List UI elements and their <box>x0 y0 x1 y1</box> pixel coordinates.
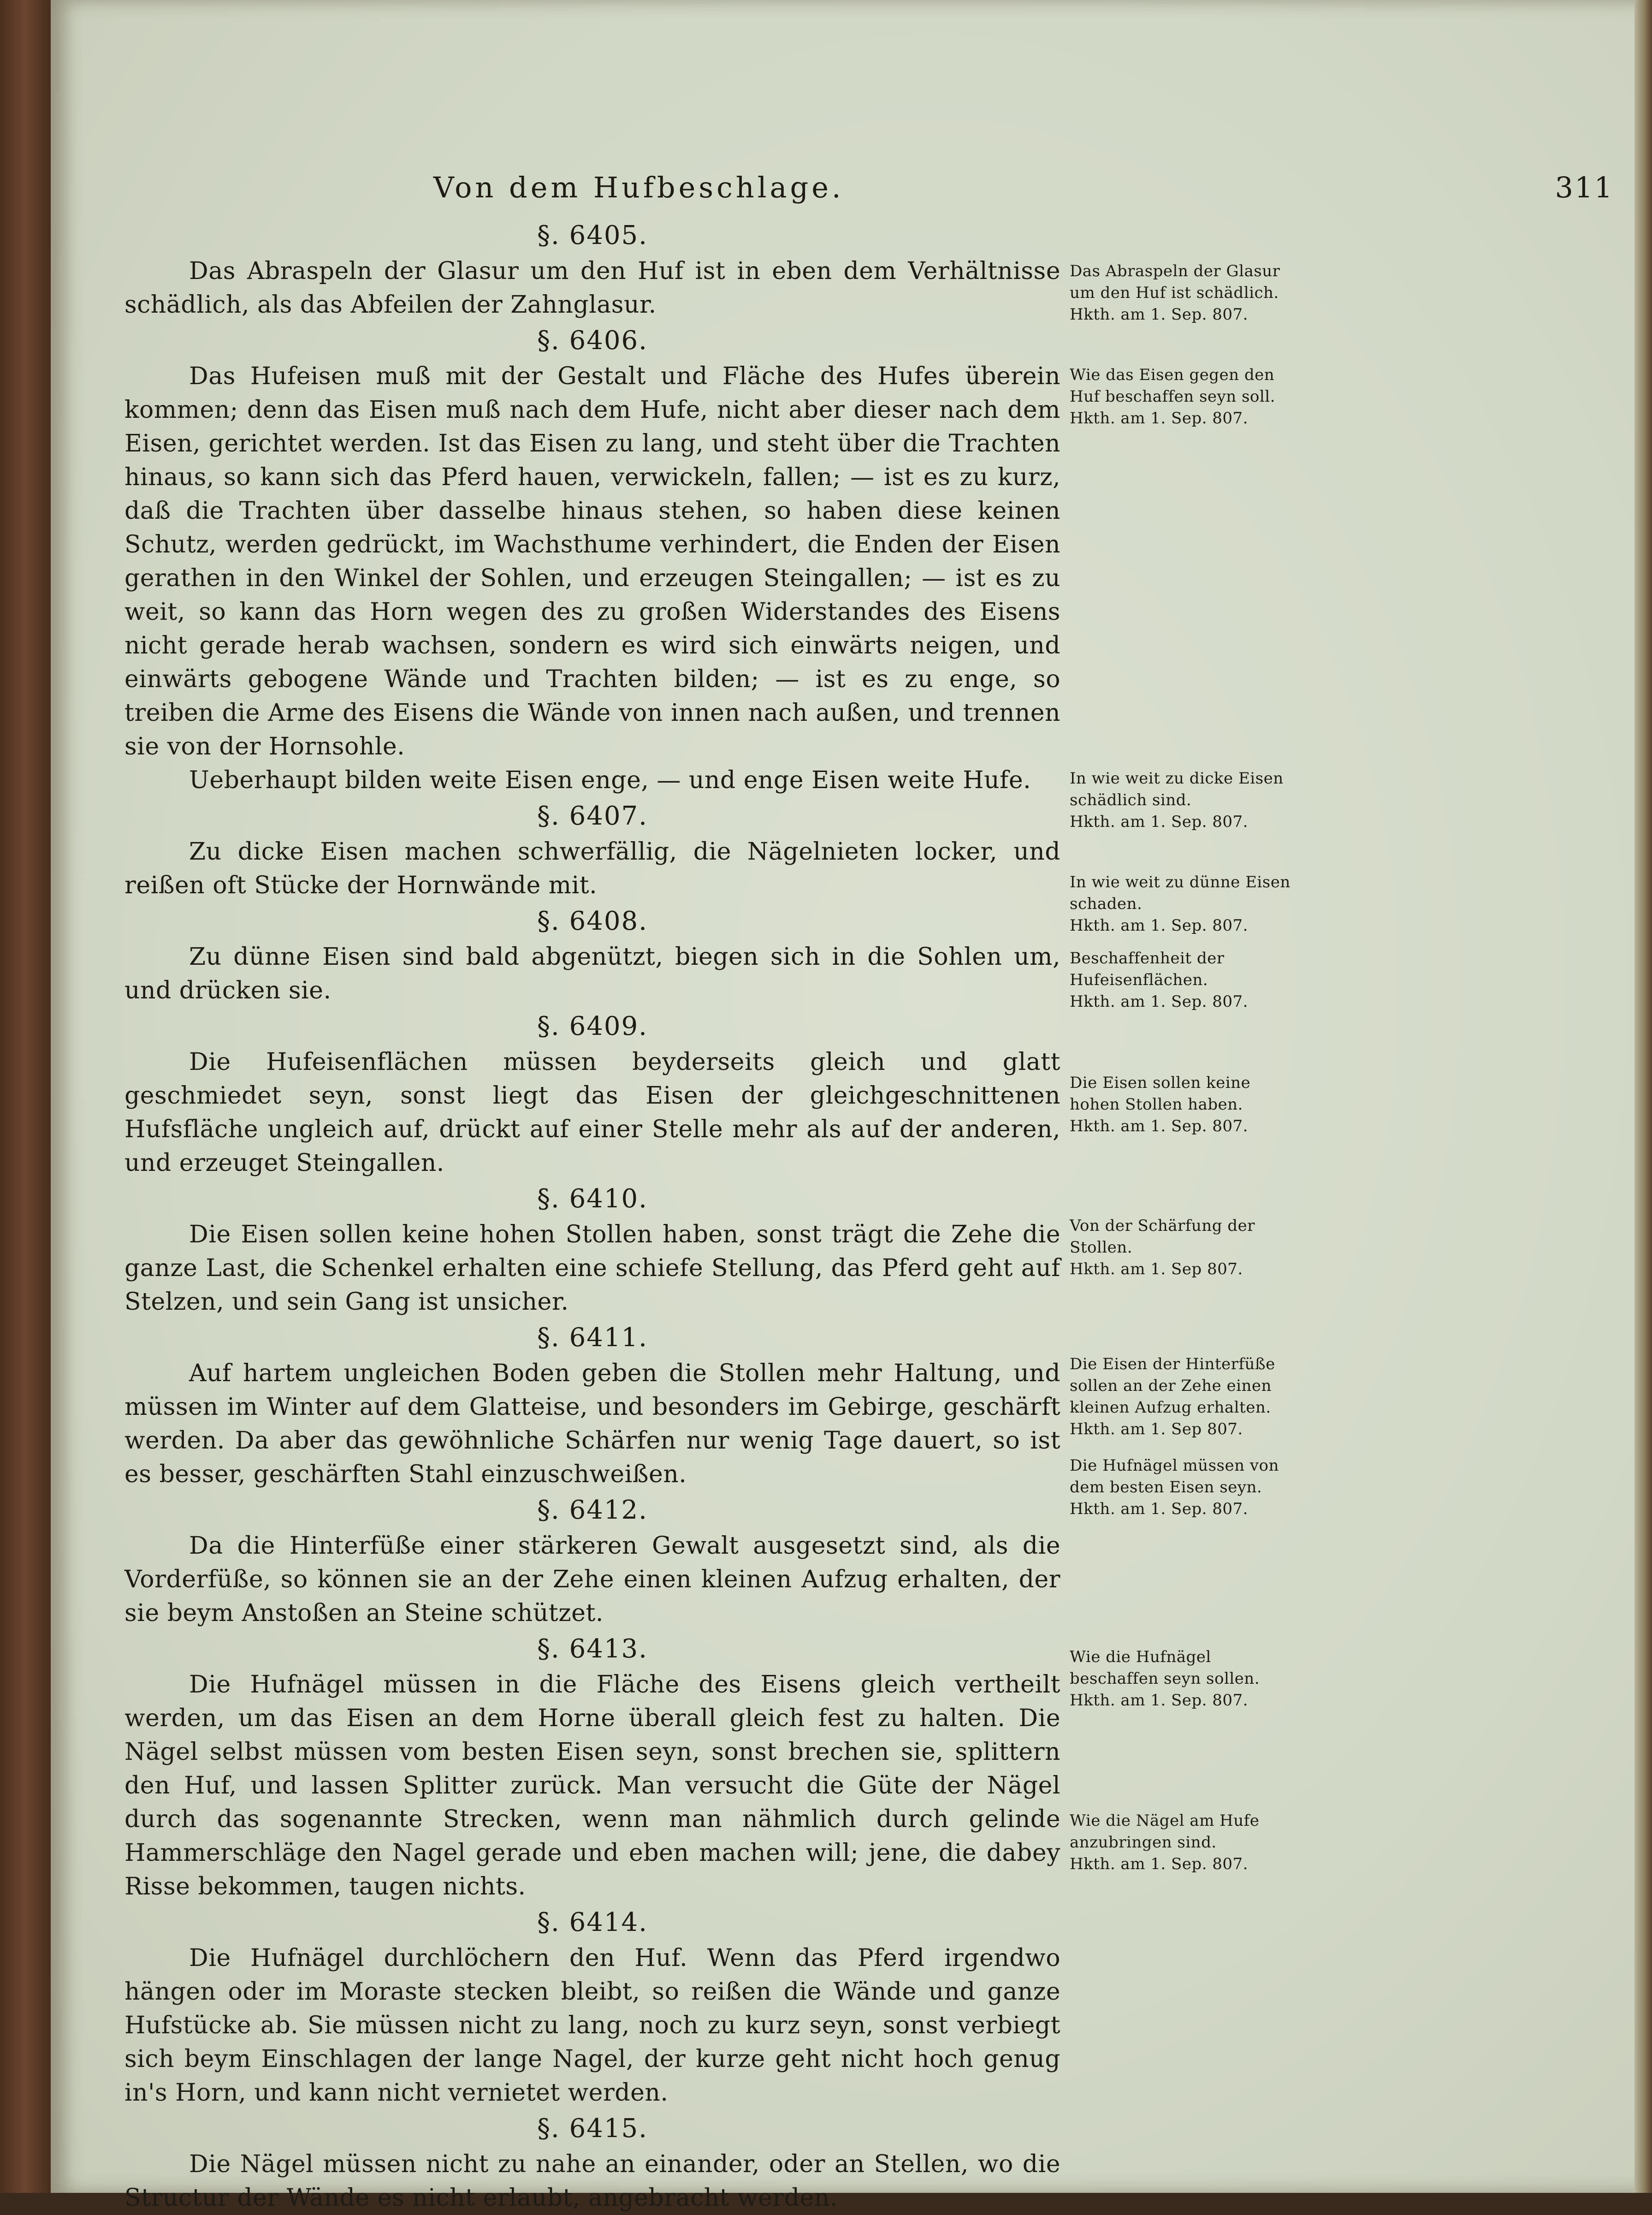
section-6411-heading: §. 6411. <box>537 1323 648 1353</box>
margin-note-text: Beschaffenheit der Hufeisenflächen. <box>1070 949 1225 989</box>
margin-note-ref: Hkth. am 1. Sep. 807. <box>1070 1500 1248 1518</box>
section-6412-paragraph: Da die Hinterfüße einer stärkeren Gewalt ausgesetzt sind, als die Vorderfüße, so können sie an der Zehe einen kleinen Aufzug erhalten, der sie beym Anstoßen an Steine schützet. <box>124 1532 1060 1627</box>
margin-note-6410 <box>1070 1072 1300 1137</box>
margin-note-6407 <box>1070 768 1300 833</box>
section-6412-heading: §. 6412. <box>537 1495 648 1525</box>
section-6409-paragraph: Die Hufeisenflächen müssen beyderseits gleich und glatt geschmiedet seyn, sonst liegt das Eisen der gleichgeschnittenen Hufsfläche ungleich auf, drückt auf einer Stelle mehr als auf der anderen, und erzeuget Steingallen. <box>124 1048 1060 1177</box>
section-6414-paragraph: Die Hufnägel durchlöchern den Huf. Wenn das Pferd irgendwo hängen oder im Moraste stecken bleibt, so reißen die Wände und ganze Hufstücke ab. Sie müssen nicht zu lang, noch zu kurz seyn, sonst verbiegt sich beym Einschlagen der lange Nagel, der kurze geht nicht hoch genug in's Horn, und kann nicht vernietet werden. <box>124 1944 1060 2107</box>
margin-note-6412 <box>1070 1354 1300 1440</box>
margin-note-ref: Hkth. am 1. Sep. 807. <box>1070 916 1248 935</box>
margin-note-6405 <box>1070 261 1300 326</box>
section-6408-paragraph: Zu dünne Eisen sind bald abgenützt, biegen sich in die Sohlen um, und drücken sie. <box>124 943 1060 1004</box>
section-6407-paragraph: Zu dicke Eisen machen schwerfällig, die Nägelnieten locker, und reißen oft Stücke der Hornwände mit. <box>124 838 1060 899</box>
margin-note-ref: Hkth. am 1. Sep 807. <box>1070 1260 1243 1278</box>
margin-note-ref: Hkth. am 1. Sep 807. <box>1070 1420 1243 1438</box>
margin-note-ref: Hkth. am 1. Sep. 807. <box>1070 1117 1248 1135</box>
section-6406-paragraph: Das Hufeisen muß mit der Gestalt und Fläche des Hufes überein kommen; denn das Eisen muß nach dem Hufe, nicht aber dieser nach dem Eisen, gerichtet werden. Ist das Eisen zu lang, und steht über die Trachten hinaus, so kann sich das Pferd hauen, verwickeln, fallen; — ist es zu kurz, daß die Trachten über dasselbe hinaus stehen, so haben diese keinen Schutz, werden gedrückt, im Wachsthume verhindert, die Enden der Eisen gerathen in den Winkel der Sohlen, und erzeugen Steingallen; — ist es zu weit, so kann das Horn wegen des zu großen Widerstandes des Eisens nicht gerade herab wachsen, sondern es wird sich einwärts neigen, und einwärts gebogene Wände und Trachten bilden; — ist es zu enge, so treiben die Arme des Eisens die Wände von innen nach außen, und trennen sie von der Hornsohle. <box>124 362 1060 760</box>
section-6405-paragraph: Das Abraspeln der Glasur um den Huf ist in eben dem Verhältnisse schädlich, als das Abfeilen der Zahnglasur. <box>124 257 1060 319</box>
margin-note-6415 <box>1070 1810 1300 1875</box>
margin-note-text: In wie weit zu dicke Eisen schädlich sind. <box>1070 769 1284 809</box>
margin-note-ref: Hkth. am 1. Sep. 807. <box>1070 1691 1248 1710</box>
margin-note-ref: Hkth. am 1. Sep. 807. <box>1070 992 1248 1011</box>
margin-note-text: Wie die Hufnägel beschaffen seyn sollen. <box>1070 1648 1260 1688</box>
margin-note-ref: Hkth. am 1. Sep. 807. <box>1070 409 1248 428</box>
margin-note-6413 <box>1070 1455 1300 1520</box>
section-6406-heading: §. 6406. <box>537 326 648 356</box>
page-edge <box>1634 0 1652 2193</box>
main-text-column <box>124 217 1060 2215</box>
margin-note-6409 <box>1070 948 1300 1013</box>
running-head: Von dem Hufbeschlage. <box>433 171 844 204</box>
section-6406-paragraph-2: Ueberhaupt bilden weite Eisen enge, — und enge Eisen weite Hufe. <box>189 766 1031 794</box>
margin-note-text: Wie die Nägel am Hufe anzubringen sind. <box>1070 1811 1260 1852</box>
section-6410-heading: §. 6410. <box>537 1184 648 1214</box>
margin-note-text: Wie das Eisen gegen den Huf beschaffen seyn soll. <box>1070 366 1275 406</box>
margin-note-ref: Hkth. am 1. Sep. 807. <box>1070 813 1248 831</box>
section-6407-heading: §. 6407. <box>537 801 648 831</box>
section-6413-paragraph: Die Hufnägel müssen in die Fläche des Eisens gleich vertheilt werden, um das Eisen an dem Horne überall gleich fest zu halten. Die Nägel selbst müssen vom besten Eisen seyn, sonst brechen sie, splittern den Huf, und lassen Splitter zurück. Man versucht die Güte der Nägel durch das sogenannte Strecken, wenn man nähmlich durch gelinde Hammerschläge den Nagel gerade und eben machen will; jene, die dabey Risse bekommen, taugen nichts. <box>124 1671 1060 1900</box>
section-6408-heading: §. 6408. <box>537 906 648 936</box>
margin-note-6406 <box>1070 364 1300 429</box>
margin-note-text: Die Hufnägel müssen von dem besten Eisen seyn. <box>1070 1456 1279 1496</box>
section-6415-paragraph: Die Nägel müssen nicht zu nahe an einander, oder an Stellen, wo die Structur der Wände es nicht erlaubt, angebracht werden. <box>124 2150 1060 2212</box>
margin-note-6414 <box>1070 1646 1300 1711</box>
page-number: 311 <box>1555 171 1614 204</box>
margin-note-ref: Hkth. am 1. Sep. 807. <box>1070 305 1248 324</box>
margin-note-text: In wie weit zu dünne Eisen schaden. <box>1070 873 1291 913</box>
margin-note-text: Die Eisen sollen keine hohen Stollen haben. <box>1070 1074 1251 1114</box>
section-6409-heading: §. 6409. <box>537 1011 648 1041</box>
section-6413-heading: §. 6413. <box>537 1634 648 1664</box>
book-binding <box>0 0 55 2193</box>
section-6410-paragraph: Die Eisen sollen keine hohen Stollen haben, sonst trägt die Zehe die ganze Last, die Schenkel erhalten eine schiefe Stellung, das Pferd geht auf Stelzen, und sein Gang ist unsicher. <box>124 1221 1060 1316</box>
section-6415-heading: §. 6415. <box>537 2114 648 2144</box>
page-header <box>433 171 1614 221</box>
margin-note-text: Das Abraspeln der Glasur um den Huf ist schädlich. <box>1070 262 1280 302</box>
margin-note-text: Die Eisen der Hinterfüße sollen an der Zehe einen kleinen Aufzug erhalten. <box>1070 1355 1275 1417</box>
margin-note-text: Von der Schärfung der Stollen. <box>1070 1217 1255 1257</box>
section-6414-heading: §. 6414. <box>537 1907 648 1937</box>
margin-note-6411 <box>1070 1215 1300 1280</box>
section-6405-heading: §. 6405. <box>537 220 648 250</box>
section-6411-paragraph: Auf hartem ungleichen Boden geben die Stollen mehr Haltung, und müssen im Winter auf dem Glatteise, und besonders im Gebirge, geschärft werden. Da aber das gewöhnliche Schärfen nur wenig Tage dauert, so ist es besser, geschärften Stahl einzuschweißen. <box>124 1360 1060 1488</box>
margin-note-6408 <box>1070 872 1300 937</box>
margin-note-ref: Hkth. am 1. Sep. 807. <box>1070 1855 1248 1873</box>
